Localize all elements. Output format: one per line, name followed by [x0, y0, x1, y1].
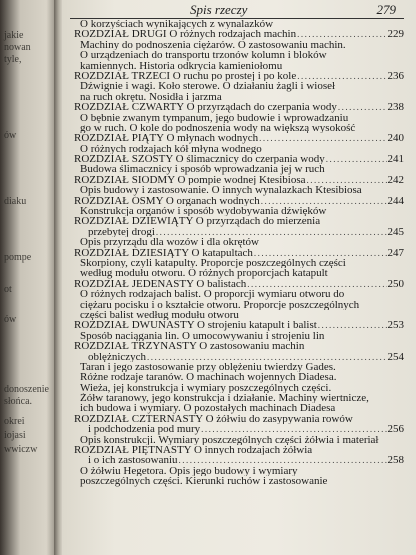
toc-entry [74, 29, 404, 39]
toc-page-number: 244 [387, 195, 404, 207]
toc-entry-text: O różnych rodzajach balist. O proporcji wymiaru otworu do [80, 289, 345, 300]
toc-entry-text: części balist według modułu otworu [80, 309, 239, 321]
left-fragment: tyle, [4, 54, 22, 65]
toc-entry [74, 362, 404, 372]
toc-entry [74, 393, 404, 403]
toc-page-number: 238 [387, 102, 404, 113]
toc-entry-text: i podchodzenia pod mury [88, 424, 201, 435]
toc-entry [74, 455, 404, 465]
toc-entry [74, 248, 404, 258]
toc-entry-text: ROZDZIAŁ PIĄTY O młynach wodnych [74, 133, 259, 144]
leader-dots [297, 29, 386, 39]
left-fragment: donoszenie [4, 384, 49, 395]
leader-dots [326, 154, 387, 164]
left-fragment: ot [4, 284, 12, 295]
toc-entry-text: Taran i jego zastosowanie przy oblężeniu twierdzy Gades. [80, 361, 336, 373]
toc-entry [74, 81, 404, 91]
toc-entry-text: ROZDZIAŁ SIÓDMY O pompie wodnej Ktesibiosa [74, 174, 306, 186]
left-fragment: wwiczw [4, 444, 38, 455]
toc-entry-text: Machiny do podnoszenia ciężarów. O zastosowaniu machin. [80, 39, 346, 51]
toc-entry [74, 113, 404, 123]
toc-entry-text: Skorpiony, czyli katapulty. Proporcje poszczególnych części [80, 257, 346, 269]
toc-entry-text: ciężaru pocisku i o kształcie otworu. Proporcje poszczególnych [80, 299, 360, 310]
left-page-edge [0, 0, 58, 555]
toc-page-number: 254 [387, 351, 404, 362]
left-fragment: nowan [4, 42, 31, 53]
toc-entry-text: O urządzeniach do transportu trzonów kolumn i bloków [80, 50, 327, 61]
toc-entry-text: ROZDZIAŁ JEDENASTY O balistach [74, 278, 247, 290]
toc-page-number: 240 [387, 133, 404, 144]
book-page [62, 0, 416, 555]
left-fragment: diaku [4, 196, 27, 207]
toc-entry [74, 92, 404, 102]
toc-entry [74, 164, 404, 174]
toc-page-number: 250 [387, 278, 404, 290]
toc-entry-text: ROZDZIAŁ PIĘTNASTY O innych rodzajach żółwia [74, 445, 313, 456]
toc-entry [74, 216, 404, 226]
leader-dots [254, 248, 387, 258]
toc-entry [74, 383, 404, 393]
toc-entry-text: przebytej drogi [88, 226, 155, 238]
toc-entry [74, 237, 404, 247]
toc-entry [74, 40, 404, 50]
toc-entry-text: O różnych rodzajach kół młyna wodnego [80, 143, 262, 155]
toc-page-number: 245 [387, 226, 404, 238]
toc-entry-text: O bębnie zwanym tympanum, jego budowie i wprowadzaniu [80, 112, 349, 123]
toc-entry-text: Konstrukcja organów i sposób wydobywania dźwięków [80, 206, 327, 217]
toc-entry [74, 424, 404, 434]
running-title: Spis rzeczy [190, 2, 248, 17]
toc-entry [74, 258, 404, 268]
toc-entry-text: Wieża, jej konstrukcja i wymiary poszczególnych części. [80, 382, 332, 394]
toc-entry [74, 331, 404, 341]
table-of-contents [74, 19, 404, 487]
page-number: 279 [376, 2, 396, 17]
left-fragment: okrei [4, 416, 25, 427]
leader-dots [297, 71, 386, 81]
toc-entry [74, 445, 404, 455]
toc-entry [74, 154, 404, 164]
running-header [62, 2, 416, 18]
toc-page-number: 247 [387, 247, 404, 258]
toc-page-number: 241 [387, 154, 404, 165]
left-fragment: iojasi [4, 430, 26, 441]
toc-entry-text: Dźwignie i wagi. Koło sterowe. O działaniu żagli i wioseł [80, 81, 336, 92]
toc-entry-text: Żółw taranowy, jego konstrukcja i działanie. Machiny wiertnicze, [80, 393, 369, 404]
toc-entry [74, 175, 404, 185]
toc-entry-text: Różne rodzaje taranów. O machinach wojennych Diadesa. [80, 372, 337, 383]
leader-dots [306, 175, 386, 185]
left-fragment: słońca. [4, 396, 33, 407]
toc-entry [74, 206, 404, 216]
toc-entry-text: Opis przyrządu dla wozów i dla okrętów [80, 237, 260, 248]
toc-page-number: 236 [387, 70, 404, 82]
toc-entry [74, 133, 404, 143]
toc-entry-text: według modułu otworu. O różnych proporcjach katapult [80, 268, 328, 279]
toc-entry-text: go w ruch. O kole do podnoszenia wody na większą wysokość [80, 122, 356, 134]
toc-entry-text: oblężniczych [88, 351, 147, 362]
toc-entry [74, 476, 404, 486]
toc-entry [74, 71, 404, 81]
leader-dots [247, 279, 386, 289]
toc-entry-text: ROZDZIAŁ DZIEWIĄTY O przyrządach do mierzenia [74, 216, 321, 227]
leader-dots [259, 133, 386, 143]
toc-entry [74, 102, 404, 112]
toc-entry-text: ROZDZIAŁ SZÓSTY O ślimacznicy do czerpania wody [74, 154, 325, 165]
leader-dots [201, 424, 386, 434]
toc-entry-text: O korzyściach wynikających z wynalazków [80, 19, 274, 30]
toc-entry-text: na ruch okrętu. Nosidła i jarzma [80, 91, 222, 103]
toc-entry-text: Opis budowy i zastosowanie. O innych wynalazkach Ktesibiosa [80, 185, 362, 196]
left-fragment: pompe [4, 252, 32, 263]
toc-entry [74, 50, 404, 60]
leader-dots [179, 455, 387, 465]
toc-entry [74, 289, 404, 299]
toc-entry [74, 19, 404, 29]
toc-entry-text: O żółwiu Hegetora. Opis jego budowy i wymiary [80, 465, 298, 477]
toc-entry [74, 466, 404, 476]
toc-entry [74, 320, 404, 330]
toc-entry [74, 341, 404, 351]
toc-entry-text: Budowa ślimacznicy i sposób wprowadzania jej w ruch [80, 164, 325, 175]
leader-dots [338, 102, 387, 112]
toc-page-number: 256 [387, 424, 404, 435]
toc-page-number: 258 [387, 455, 404, 466]
toc-page-number: 242 [387, 174, 404, 186]
toc-entry-text: poszczególnych części. Kierunki ruchów i zastosowanie [80, 476, 328, 487]
leader-dots [156, 227, 387, 237]
toc-entry-text: i o ich zastosowaniu [88, 455, 178, 466]
toc-entry-text: ROZDZIAŁ ÓSMY O organach wodnych [74, 195, 260, 207]
toc-entry [74, 268, 404, 278]
toc-entry [74, 185, 404, 195]
toc-entry [74, 372, 404, 382]
toc-entry [74, 414, 404, 424]
leader-dots [261, 196, 387, 206]
left-fragment: ów [4, 314, 17, 325]
toc-entry [74, 144, 404, 154]
toc-entry [74, 61, 404, 71]
toc-entry [74, 352, 404, 362]
leader-dots [147, 352, 386, 362]
toc-entry-text: ROZDZIAŁ TRZECI O ruchu po prostej i po kole [74, 70, 297, 82]
toc-page-number: 253 [387, 320, 404, 331]
toc-entry [74, 300, 404, 310]
toc-entry [74, 435, 404, 445]
toc-entry-text: kamiennych. Historia odkrycia kamieniołomu [80, 60, 283, 71]
toc-entry-text: ROZDZIAŁ DZIESIĄTY O katapultach [74, 247, 253, 258]
toc-entry [74, 196, 404, 206]
toc-entry-text: ROZDZIAŁ DRUGI O różnych rodzajach machin [74, 29, 297, 40]
toc-entry [74, 403, 404, 413]
toc-entry-text: ich budowa i wymiary. O pozostałych machinach Diadesa [80, 403, 336, 414]
toc-entry-text: ROZDZIAŁ TRZYNASTY O zastosowaniu machin [74, 341, 305, 352]
left-fragment: jakie [4, 30, 24, 41]
toc-entry-text: Sposób naciągania lin. O umocowywaniu i strojeniu lin [80, 330, 325, 342]
toc-entry-text: ROZDZIAŁ CZWARTY O przyrządach do czerpania wody [74, 102, 337, 113]
toc-entry [74, 279, 404, 289]
toc-page-number: 229 [387, 29, 404, 40]
leader-dots [318, 320, 387, 330]
toc-entry-text: ROZDZIAŁ DWUNASTY O strojeniu katapult i balist [74, 320, 317, 331]
toc-entry-text: Opis konstrukcji. Wymiary poszczególnych części żółwia i materiał [80, 434, 379, 446]
toc-entry [74, 310, 404, 320]
left-fragment: ów [4, 130, 17, 141]
toc-entry [74, 123, 404, 133]
toc-entry [74, 227, 404, 237]
toc-entry-text: ROZDZIAŁ CZTERNASTY O żółwiu do zasypywania rowów [74, 413, 353, 425]
